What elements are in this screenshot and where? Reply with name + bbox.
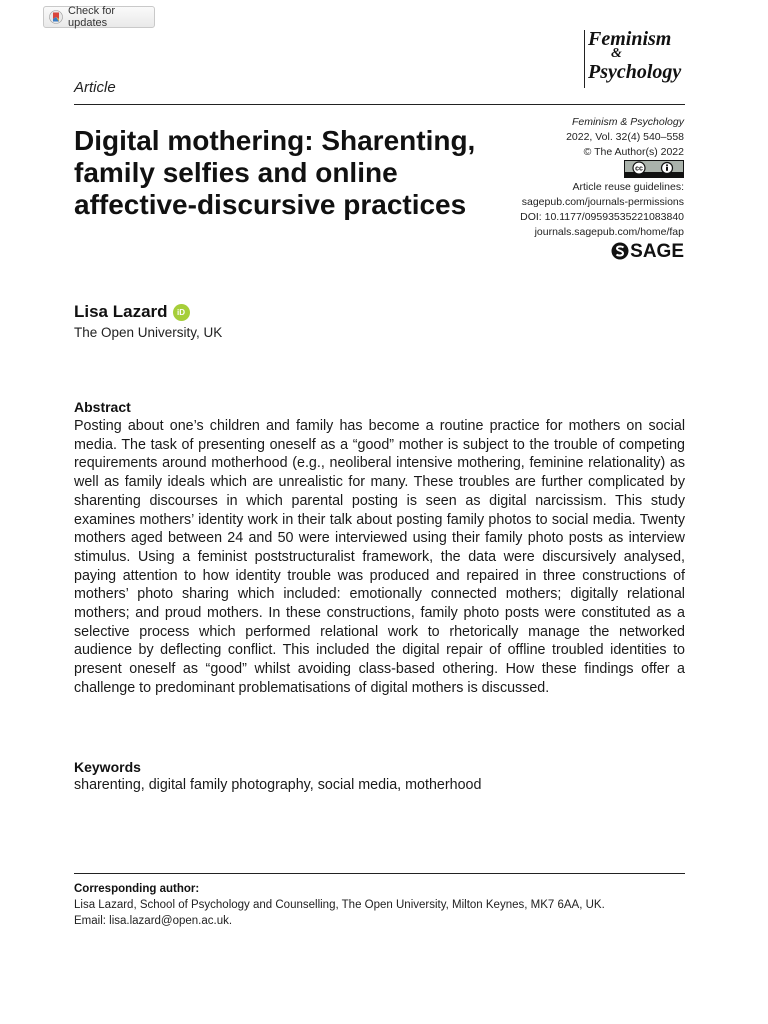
check-for-updates-button[interactable]: [43, 6, 155, 28]
article-title: Digital mothering: Sharenting, family selfies and online affective-discursive practices: [74, 125, 476, 220]
publisher-name: SAGE: [630, 240, 684, 262]
orcid-icon[interactable]: iD: [173, 304, 190, 321]
sage-logo: [424, 242, 684, 260]
copyright: © The Author(s) 2022: [583, 146, 684, 158]
svg-text:cc: cc: [635, 165, 643, 173]
keywords-text: sharenting, digital family photography, social media, motherhood: [74, 777, 482, 793]
crossmark-icon: [49, 10, 63, 24]
logo-line-ampersand: &: [611, 46, 622, 61]
footnote-rule: [74, 873, 685, 874]
abstract-text: Posting about one’s children and family has become a routine practice for mothers on social media. The task of presenting oneself as a “good” mother is subject to the trouble of competing requirements around motherhood (e.g., neoliberal intensive mothering, feminine relationality) as well as family ideals which are unrealistic for many. These troubles are further complicated by sharenting discourses in which parental posting is seen as digital narcissism. This study examines mothers’ identity work in their talk about posting family photos to social media. Twenty mothers aged between 24 and 50 were interviewed using their family photo posts as interview stimulus. Using a feminist poststructuralist framework, the data were discursively analysed, paying attention to how identity trouble was produced and repaired in three constructions of mothers’ photo sharing which included: emotionally connected mothers; digitally relational mothers; and proud mothers. In these constructions, family photo posts were constituted as a selective process which performed relational work to rhetorically manage the networked audience by deflecting conflict. This included the digital repair of offline troubled identities to present oneself as “good” whilst avoiding class-based othering. How these findings offer a challenge to predominant problematisations of digital mothers is discussed.: [74, 418, 685, 696]
corresponding-author-email[interactable]: Email: lisa.lazard@open.ac.uk.: [74, 915, 233, 927]
check-for-updates-label: Check for updates: [68, 5, 116, 29]
author-name[interactable]: Lisa Lazard: [74, 302, 168, 321]
journal-logo: [584, 30, 686, 88]
header-rule: [74, 104, 685, 105]
keywords-heading: Keywords: [74, 759, 141, 775]
journal-home-link[interactable]: journals.sagepub.com/home/fap: [534, 226, 684, 238]
article-metadata: [424, 115, 684, 260]
cc-by-icon[interactable]: [624, 160, 684, 178]
logo-line-psychology: Psychology: [588, 61, 682, 83]
author-affiliation: The Open University, UK: [74, 325, 223, 340]
corresponding-author-address: Lisa Lazard, School of Psychology and Counselling, The Open University, Milton Keynes, MK7 6AA, UK.: [74, 899, 605, 911]
corresponding-author-heading: Corresponding author:: [74, 883, 200, 895]
journal-name: Feminism & Psychology: [571, 116, 684, 128]
sage-s-icon: [611, 242, 629, 260]
reuse-guidelines-label: Article reuse guidelines:: [572, 181, 684, 193]
doi[interactable]: DOI: 10.1177/09593535221083840: [520, 211, 684, 223]
reuse-guidelines-link[interactable]: sagepub.com/journals-permissions: [521, 196, 684, 208]
author-line: [74, 302, 190, 322]
abstract-heading: Abstract: [74, 399, 131, 415]
logo-line-feminism: Feminism: [588, 28, 672, 50]
article-type-label: Article: [74, 79, 116, 96]
volume-info: 2022, Vol. 32(4) 540–558: [566, 131, 684, 143]
